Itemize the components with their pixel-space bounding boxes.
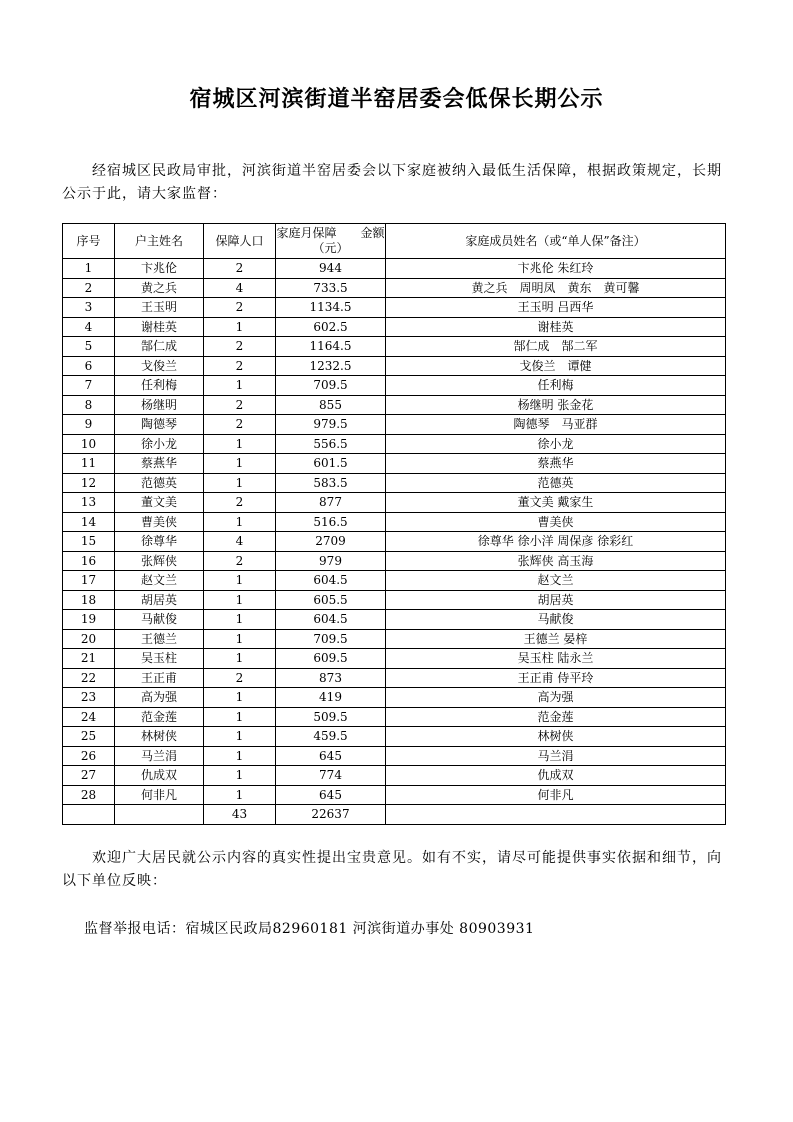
cell-members: 任利梅 — [386, 376, 726, 396]
table-row — [63, 629, 726, 649]
table-row — [63, 454, 726, 474]
cell-persons: 1 — [204, 785, 276, 805]
cell-amount: 459.5 — [276, 727, 386, 747]
table-row — [63, 727, 726, 747]
cell-amount: 556.5 — [276, 434, 386, 454]
table-row — [63, 376, 726, 396]
cell-members: 林树侠 — [386, 727, 726, 747]
cell-index: 21 — [63, 649, 115, 669]
cell-amount: 604.5 — [276, 610, 386, 630]
table-row — [63, 278, 726, 298]
cell-members: 蔡燕华 — [386, 454, 726, 474]
cell-amount: 709.5 — [276, 376, 386, 396]
cell-members: 徐小龙 — [386, 434, 726, 454]
total-cell-index — [63, 805, 115, 825]
cell-index: 1 — [63, 259, 115, 279]
cell-head-name: 马兰涓 — [115, 746, 204, 766]
cell-index: 17 — [63, 571, 115, 591]
cell-members: 何非凡 — [386, 785, 726, 805]
cell-head-name: 马献俊 — [115, 610, 204, 630]
cell-amount: 604.5 — [276, 571, 386, 591]
table-row — [63, 610, 726, 630]
cell-members: 吴玉柱 陆永兰 — [386, 649, 726, 669]
cell-persons: 1 — [204, 766, 276, 786]
cell-head-name: 董文美 — [115, 493, 204, 513]
cell-head-name: 曹美侠 — [115, 512, 204, 532]
cell-persons: 1 — [204, 610, 276, 630]
table-row — [63, 259, 726, 279]
cell-index: 15 — [63, 532, 115, 552]
cell-amount: 877 — [276, 493, 386, 513]
header-members: 家庭成员姓名（或“单人保”备注） — [386, 224, 726, 259]
supervision-hotline: 监督举报电话：宿城区民政局82960181 河滨街道办事处 80903931 — [84, 921, 535, 937]
cell-persons: 4 — [204, 278, 276, 298]
table-row — [63, 512, 726, 532]
table-row — [63, 707, 726, 727]
cell-index: 5 — [63, 337, 115, 357]
cell-persons: 1 — [204, 629, 276, 649]
cell-members: 徐尊华 徐小洋 周保彦 徐彩红 — [386, 532, 726, 552]
table-row — [63, 746, 726, 766]
cell-persons: 1 — [204, 376, 276, 396]
table-row — [63, 668, 726, 688]
cell-persons: 2 — [204, 493, 276, 513]
cell-index: 16 — [63, 551, 115, 571]
cell-index: 14 — [63, 512, 115, 532]
cell-persons: 1 — [204, 473, 276, 493]
table-row — [63, 649, 726, 669]
cell-index: 24 — [63, 707, 115, 727]
cell-persons: 1 — [204, 317, 276, 337]
cell-amount: 605.5 — [276, 590, 386, 610]
cell-head-name: 赵文兰 — [115, 571, 204, 591]
cell-amount: 709.5 — [276, 629, 386, 649]
cell-index: 3 — [63, 298, 115, 318]
table-row — [63, 395, 726, 415]
table-row — [63, 551, 726, 571]
cell-persons: 1 — [204, 707, 276, 727]
cell-head-name: 徐小龙 — [115, 434, 204, 454]
cell-index: 18 — [63, 590, 115, 610]
cell-members: 王正甫 侍平玲 — [386, 668, 726, 688]
cell-head-name: 范金莲 — [115, 707, 204, 727]
cell-index: 22 — [63, 668, 115, 688]
closing-paragraph: 欢迎广大居民就公示内容的真实性提出宝贵意见。如有不实，请尽可能提供事实依据和细节，向以下单位反映： — [62, 850, 722, 889]
cell-index: 27 — [63, 766, 115, 786]
cell-persons: 2 — [204, 337, 276, 357]
cell-persons: 2 — [204, 356, 276, 376]
cell-head-name: 张辉侠 — [115, 551, 204, 571]
cell-index: 6 — [63, 356, 115, 376]
cell-index: 23 — [63, 688, 115, 708]
cell-head-name: 仇成双 — [115, 766, 204, 786]
cell-index: 26 — [63, 746, 115, 766]
cell-index: 25 — [63, 727, 115, 747]
cell-members: 胡居英 — [386, 590, 726, 610]
cell-head-name: 林树侠 — [115, 727, 204, 747]
header-head-name: 户主姓名 — [115, 224, 204, 259]
cell-members: 戈俊兰 谭健 — [386, 356, 726, 376]
cell-members: 马献俊 — [386, 610, 726, 630]
cell-members: 赵文兰 — [386, 571, 726, 591]
table-row — [63, 688, 726, 708]
table-total-row — [63, 805, 726, 825]
cell-head-name: 任利梅 — [115, 376, 204, 396]
cell-head-name: 黄之兵 — [115, 278, 204, 298]
cell-persons: 1 — [204, 571, 276, 591]
cell-index: 11 — [63, 454, 115, 474]
table-row — [63, 356, 726, 376]
table-row — [63, 434, 726, 454]
header-amount: 家庭月保障 金额（元） — [276, 224, 386, 259]
cell-amount: 645 — [276, 785, 386, 805]
cell-persons: 2 — [204, 298, 276, 318]
cell-head-name: 陶德琴 — [115, 415, 204, 435]
cell-head-name: 卞兆伦 — [115, 259, 204, 279]
cell-persons: 1 — [204, 746, 276, 766]
cell-persons: 2 — [204, 551, 276, 571]
table-row — [63, 493, 726, 513]
cell-persons: 2 — [204, 668, 276, 688]
cell-index: 7 — [63, 376, 115, 396]
total-cell-amount: 22637 — [276, 805, 386, 825]
cell-members: 范金莲 — [386, 707, 726, 727]
table-row — [63, 785, 726, 805]
subsistence-table — [62, 223, 726, 825]
cell-head-name: 范德英 — [115, 473, 204, 493]
table-row — [63, 337, 726, 357]
cell-members: 杨继明 张金花 — [386, 395, 726, 415]
cell-members: 卞兆伦 朱红玲 — [386, 259, 726, 279]
cell-members: 曹美侠 — [386, 512, 726, 532]
cell-members: 张辉侠 高玉海 — [386, 551, 726, 571]
cell-members: 郜仁成 郜二军 — [386, 337, 726, 357]
table-row — [63, 298, 726, 318]
cell-amount: 1164.5 — [276, 337, 386, 357]
cell-persons: 1 — [204, 590, 276, 610]
cell-persons: 1 — [204, 512, 276, 532]
cell-members: 王玉明 吕西华 — [386, 298, 726, 318]
cell-amount: 979.5 — [276, 415, 386, 435]
cell-members: 王德兰 晏梓 — [386, 629, 726, 649]
cell-head-name: 郜仁成 — [115, 337, 204, 357]
cell-amount: 516.5 — [276, 512, 386, 532]
page-title: 宿城区河滨街道半窑居委会低保长期公示 — [189, 86, 604, 112]
cell-persons: 2 — [204, 259, 276, 279]
table-header-row — [63, 224, 726, 259]
cell-index: 19 — [63, 610, 115, 630]
cell-amount: 601.5 — [276, 454, 386, 474]
cell-amount: 1134.5 — [276, 298, 386, 318]
intro-paragraph: 经宿城区民政局审批，河滨街道半窑居委会以下家庭被纳入最低生活保障，根据政策规定，长期公示于此，请大家监督： — [62, 163, 722, 202]
cell-persons: 1 — [204, 434, 276, 454]
table-row — [63, 532, 726, 552]
table-row — [63, 473, 726, 493]
cell-persons: 1 — [204, 649, 276, 669]
cell-head-name: 吴玉柱 — [115, 649, 204, 669]
cell-index: 2 — [63, 278, 115, 298]
cell-amount: 979 — [276, 551, 386, 571]
cell-persons: 2 — [204, 395, 276, 415]
table-body — [63, 259, 726, 825]
cell-head-name: 高为强 — [115, 688, 204, 708]
cell-members: 陶德琴 马亚群 — [386, 415, 726, 435]
cell-index: 20 — [63, 629, 115, 649]
cell-amount: 1232.5 — [276, 356, 386, 376]
cell-members: 高为强 — [386, 688, 726, 708]
total-cell-members — [386, 805, 726, 825]
cell-members: 仇成双 — [386, 766, 726, 786]
cell-members: 黄之兵 周明凤 黄东 黄可馨 — [386, 278, 726, 298]
cell-members: 董文美 戴家生 — [386, 493, 726, 513]
cell-amount: 855 — [276, 395, 386, 415]
cell-index: 12 — [63, 473, 115, 493]
table-row — [63, 415, 726, 435]
cell-head-name: 胡居英 — [115, 590, 204, 610]
cell-persons: 2 — [204, 415, 276, 435]
cell-index: 9 — [63, 415, 115, 435]
cell-amount: 733.5 — [276, 278, 386, 298]
cell-amount: 944 — [276, 259, 386, 279]
cell-persons: 4 — [204, 532, 276, 552]
cell-amount: 602.5 — [276, 317, 386, 337]
total-cell-head-name — [115, 805, 204, 825]
cell-head-name: 王正甫 — [115, 668, 204, 688]
cell-members: 谢桂英 — [386, 317, 726, 337]
cell-amount: 774 — [276, 766, 386, 786]
cell-members: 马兰涓 — [386, 746, 726, 766]
cell-head-name: 王德兰 — [115, 629, 204, 649]
cell-head-name: 徐尊华 — [115, 532, 204, 552]
cell-persons: 1 — [204, 454, 276, 474]
cell-members: 范德英 — [386, 473, 726, 493]
cell-amount: 419 — [276, 688, 386, 708]
cell-persons: 1 — [204, 727, 276, 747]
cell-persons: 1 — [204, 688, 276, 708]
cell-index: 4 — [63, 317, 115, 337]
table-row — [63, 317, 726, 337]
header-index: 序号 — [63, 224, 115, 259]
table-row — [63, 590, 726, 610]
cell-index: 13 — [63, 493, 115, 513]
cell-amount: 509.5 — [276, 707, 386, 727]
cell-amount: 645 — [276, 746, 386, 766]
cell-amount: 583.5 — [276, 473, 386, 493]
cell-amount: 2709 — [276, 532, 386, 552]
header-persons: 保障人口 — [204, 224, 276, 259]
cell-index: 10 — [63, 434, 115, 454]
table-row — [63, 571, 726, 591]
cell-head-name: 王玉明 — [115, 298, 204, 318]
total-cell-persons: 43 — [204, 805, 276, 825]
cell-head-name: 蔡燕华 — [115, 454, 204, 474]
table-row — [63, 766, 726, 786]
cell-head-name: 谢桂英 — [115, 317, 204, 337]
cell-head-name: 何非凡 — [115, 785, 204, 805]
cell-head-name: 戈俊兰 — [115, 356, 204, 376]
cell-index: 8 — [63, 395, 115, 415]
cell-amount: 873 — [276, 668, 386, 688]
cell-amount: 609.5 — [276, 649, 386, 669]
cell-index: 28 — [63, 785, 115, 805]
cell-head-name: 杨继明 — [115, 395, 204, 415]
